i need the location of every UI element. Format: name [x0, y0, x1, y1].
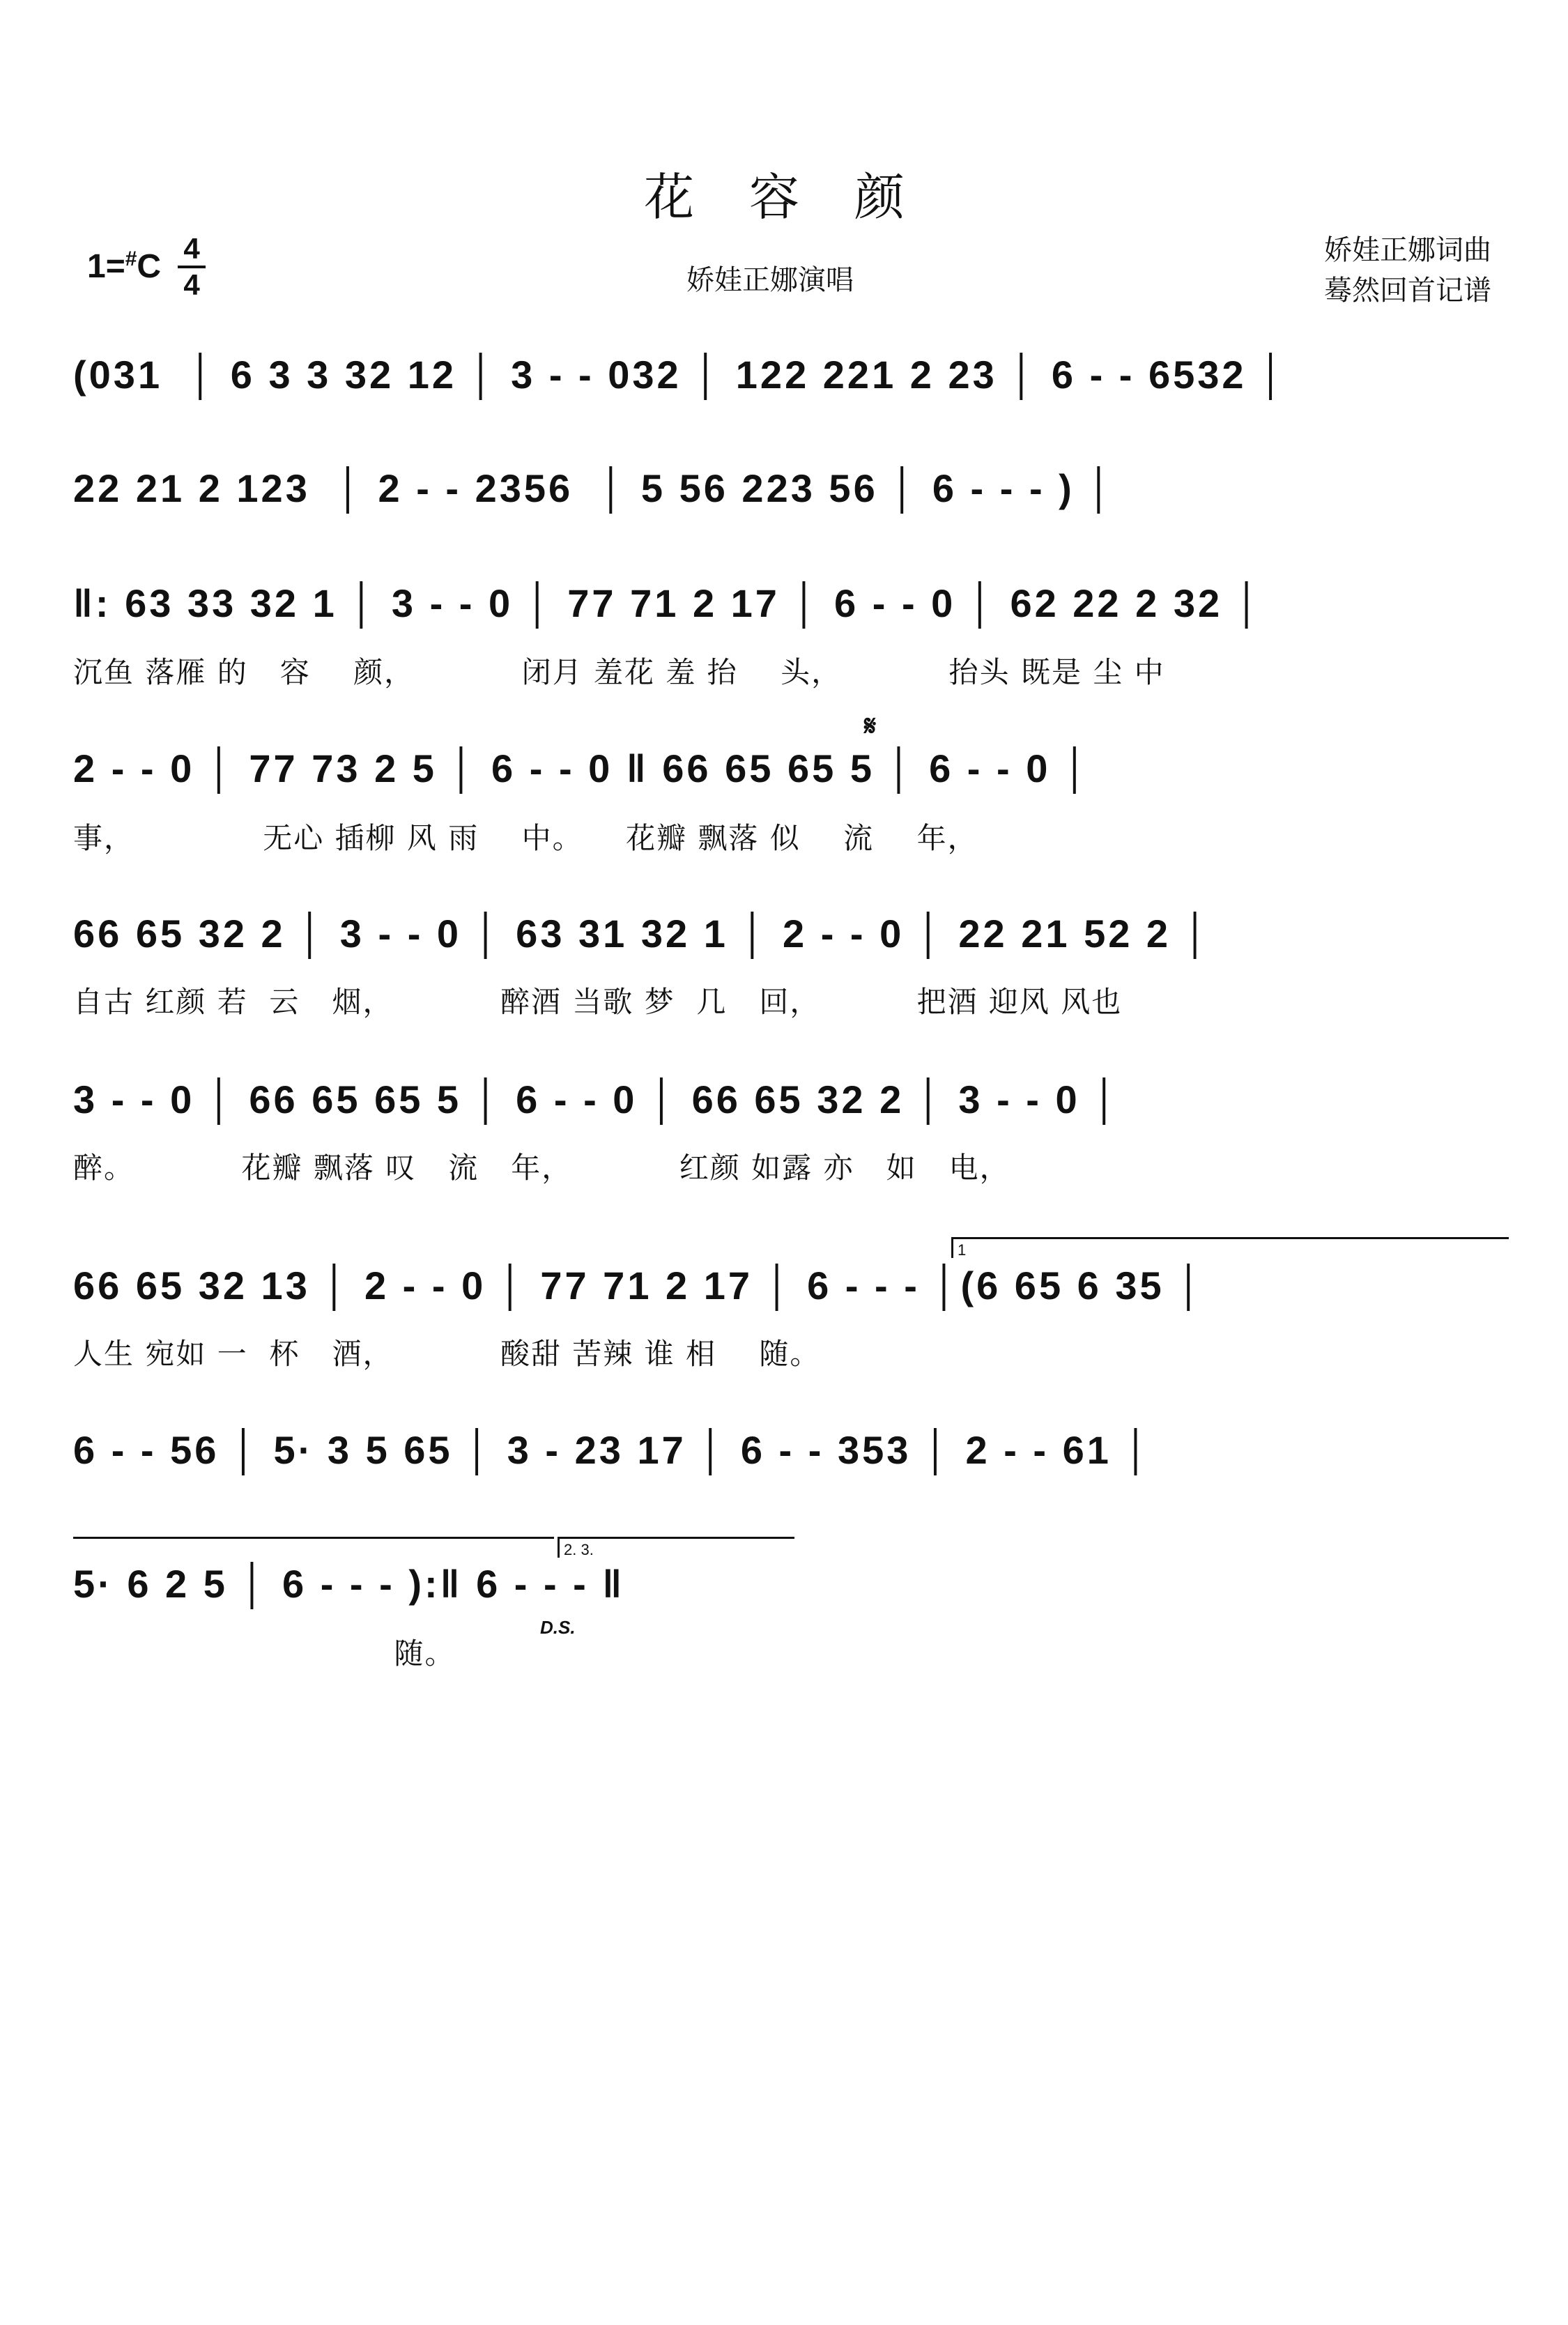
score-line-8: 6 - - 56 │ 5· 3 5 65 │ 3 - 23 17 │ 6 - - 353 │ 2 - - 61 │ [73, 1428, 1153, 1472]
lyric-line-3: 沉鱼 落雁 的 容 颜， 闭月 羞花 羞 抬 头， 抬头 既是 尘 中 [73, 655, 1165, 689]
lyric-line-7: 人生 宛如 一 杯 酒， 酸甜 苦辣 谁 相 随。 [73, 1337, 821, 1371]
lyric-line-5: 自古 红颜 若 云 烟， 醉酒 当歌 梦 几 回， 把酒 迎风 风也 [73, 985, 1123, 1019]
score-line-2: 22 21 2 123 │ 2 - - 2356 │ 5 56 223 56 │ 6 - - - ) │ [73, 466, 1116, 510]
segno-sign: 𝄋 [864, 711, 877, 742]
key-signature: 1=#C [87, 247, 162, 285]
score-line-1: (031 │ 6 3 3 32 12 │ 3 - - 032 │ 122 221 2 23 │ 6 - - 6532 │ [73, 353, 1288, 397]
score-line-7: 66 65 32 13 │ 2 - - 0 │ 77 71 2 17 │ 6 - - - │(6 65 6 35 │ [73, 1264, 1206, 1307]
score-line-4: 2 - - 0 │ 77 73 2 5 │ 6 - - 0 ‖ 66 65 65 5 │ 6 - - 0 │ [73, 746, 1091, 790]
dal-segno-mark: D.S. [540, 1617, 576, 1638]
lyric-line-9: 随。 [73, 1636, 456, 1671]
score-line-6: 3 - - 0 │ 66 65 65 5 │ 6 - - 0 │ 66 65 32 2 │ 3 - - 0 │ [73, 1077, 1121, 1121]
lyric-line-4: 事， 无心 插柳 风 雨 中。 花瓣 飘落 似 流 年， [73, 821, 978, 855]
transcriber: 蓦然回首记谱 [1324, 275, 1491, 307]
score-line-3: ‖: 63 33 32 1 │ 3 - - 0 │ 77 71 2 17 │ 6 - - 0 │ 62 22 2 32 │ [73, 581, 1263, 625]
second-third-ending-bracket: 2. 3. [558, 1537, 794, 1558]
first-ending-bracket: 1 [951, 1237, 1509, 1258]
score-line-5: 66 65 32 2 │ 3 - - 0 │ 63 31 32 1 │ 2 - - 0 │ 22 21 52 2 │ [73, 912, 1212, 956]
author-credits [1324, 230, 1491, 311]
score-line-9: 5· 6 2 5 │ 6 - - - ):‖ 6 - - - ‖ [73, 1562, 625, 1606]
lyricist-composer: 娇娃正娜词曲 [1324, 234, 1491, 266]
lyric-line-6: 醉。 花瓣 飘落 叹 流 年， 红颜 如露 亦 如 电， [73, 1151, 1010, 1185]
performer-credit: 娇娃正娜演唱 [686, 264, 854, 296]
song-title: 花 容 颜 [644, 168, 924, 227]
time-signature: 4 4 [178, 233, 206, 300]
first-ending-continuation [73, 1537, 554, 1558]
